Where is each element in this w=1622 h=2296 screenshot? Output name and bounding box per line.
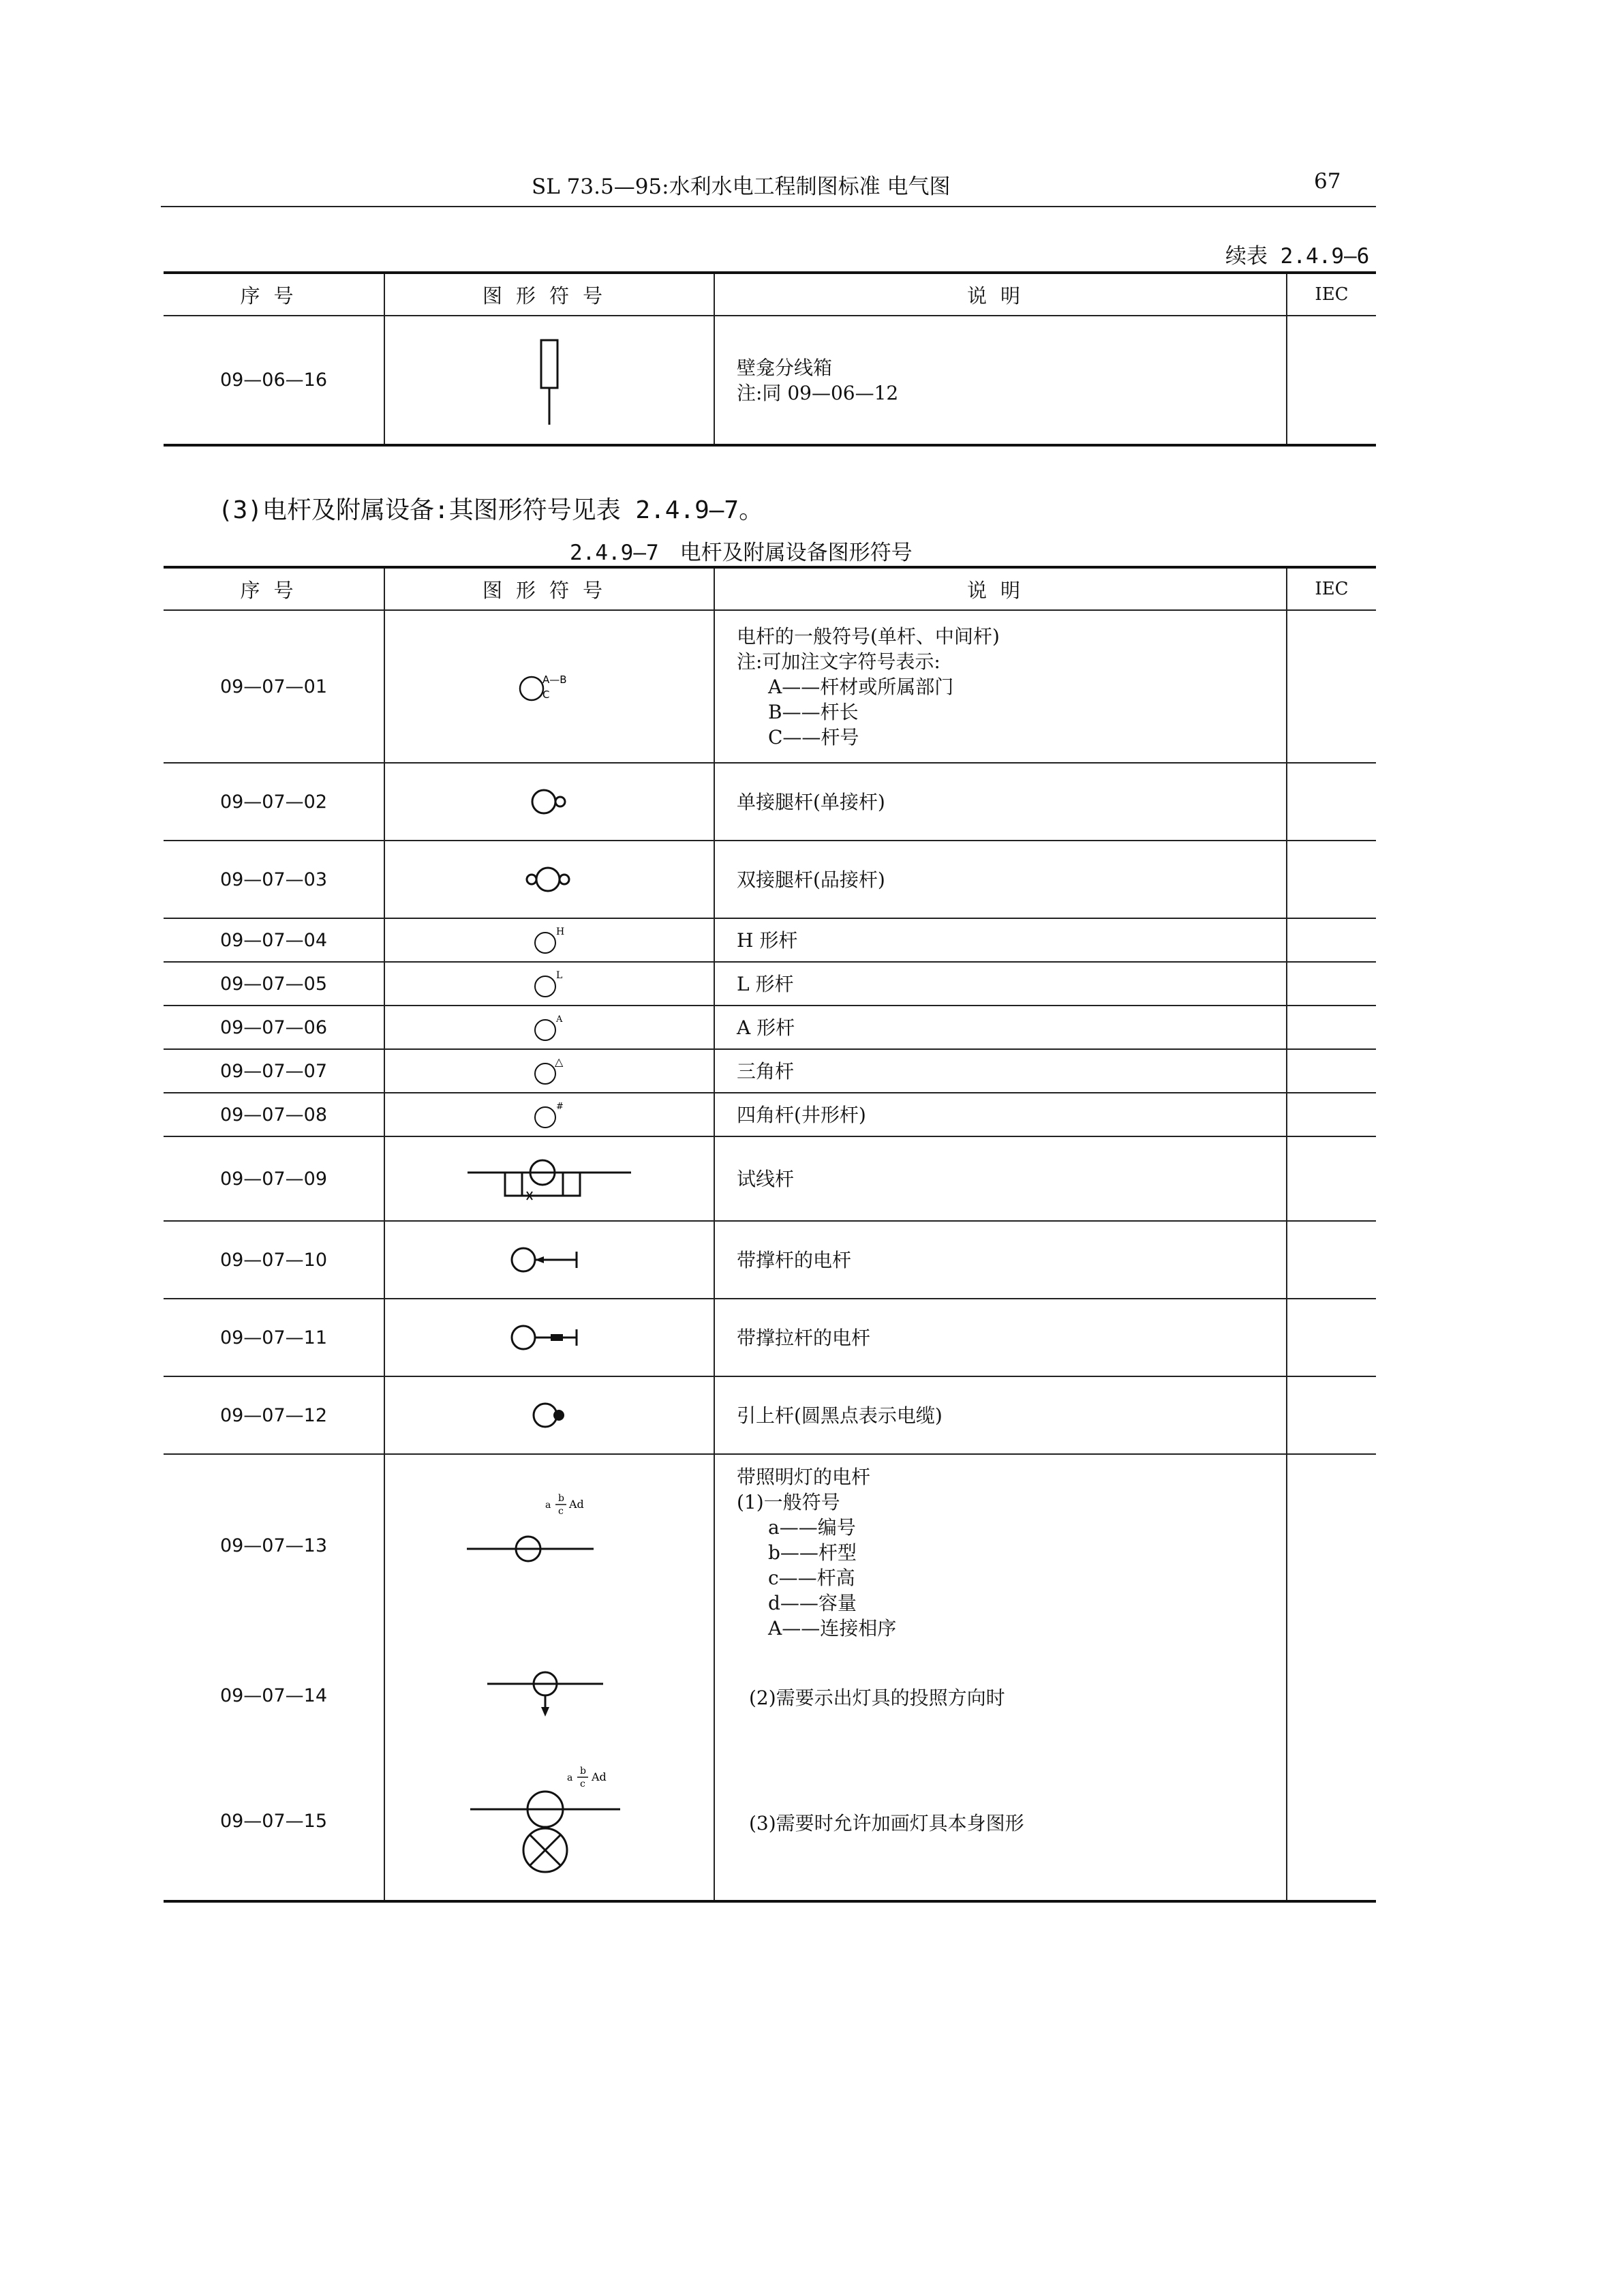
pole-label-ab: A—B xyxy=(542,674,567,686)
row-iec xyxy=(1287,1376,1376,1454)
table-row xyxy=(164,918,1376,962)
row-desc: 试线杆 xyxy=(714,1136,1287,1221)
header-rule xyxy=(161,206,1376,207)
row-iec xyxy=(1287,1136,1376,1221)
row-iec xyxy=(1287,763,1376,841)
svg-text:Ad: Ad xyxy=(592,1770,607,1783)
row-desc xyxy=(714,610,1287,763)
row-seq: 09—07—03 xyxy=(164,841,384,918)
col-header-iec: IEC xyxy=(1287,567,1376,610)
table-row xyxy=(164,1221,1376,1299)
table-row xyxy=(164,610,1376,763)
row-desc xyxy=(714,1454,1287,1901)
row-seq: 09—07—12 xyxy=(164,1376,384,1454)
wall-niche-box-icon xyxy=(529,329,570,432)
pole-light-direction-icon xyxy=(480,1659,617,1721)
row-seq: 09—07—06 xyxy=(164,1006,384,1049)
row-desc: 带撑拉杆的电杆 xyxy=(714,1299,1287,1376)
row-iec xyxy=(1287,918,1376,962)
row-desc: 引上杆(圆黑点表示电缆) xyxy=(714,1376,1287,1454)
table-row xyxy=(164,1136,1376,1221)
table-row xyxy=(164,962,1376,1006)
desc-line: 注:同 09—06—12 xyxy=(737,381,899,404)
svg-text:A: A xyxy=(556,1014,563,1025)
symbol-cell xyxy=(384,962,714,1006)
desc-line: 壁龛分线箱 xyxy=(737,356,833,379)
row-seq xyxy=(164,1454,384,1901)
row-desc: L 形杆 xyxy=(714,962,1287,1006)
seq-15: 09—07—15 xyxy=(219,1811,328,1832)
symbol-cell xyxy=(384,316,714,445)
table-pole-symbols xyxy=(164,566,1376,1903)
row-desc: 四角杆(井形杆) xyxy=(714,1093,1287,1136)
pole-label-c: C xyxy=(542,689,550,701)
row-seq: 09—07—08 xyxy=(164,1093,384,1136)
svg-text:a: a xyxy=(567,1772,573,1783)
test-line-pole-icon xyxy=(461,1148,638,1209)
row-iec xyxy=(1287,1299,1376,1376)
svg-text:H: H xyxy=(556,926,565,937)
row-seq: 09—07—05 xyxy=(164,962,384,1006)
svg-text:a: a xyxy=(545,1500,551,1511)
symbol-cell xyxy=(384,1136,714,1221)
row-seq: 09—06—16 xyxy=(164,316,384,445)
row-seq: 09—07—01 xyxy=(164,610,384,763)
row-iec xyxy=(1287,1093,1376,1136)
col-header-symbol: 图形符号 xyxy=(384,567,714,610)
symbol-cell xyxy=(384,1093,714,1136)
table-continued xyxy=(164,271,1376,447)
symbol-cell xyxy=(384,918,714,962)
table-row xyxy=(164,316,1376,445)
row-desc: H 形杆 xyxy=(714,918,1287,962)
row-iec xyxy=(1287,316,1376,445)
row-iec xyxy=(1287,1454,1376,1901)
table-row xyxy=(164,841,1376,918)
table-row xyxy=(164,1006,1376,1049)
row-desc: 双接腿杆(品接杆) xyxy=(714,841,1287,918)
a-pole-icon xyxy=(522,1010,577,1045)
table-row xyxy=(164,763,1376,841)
row-iec xyxy=(1287,841,1376,918)
desc-line: A——杆材或所属部门 xyxy=(768,675,954,698)
row-desc: 单接腿杆(单接杆) xyxy=(714,763,1287,841)
row-seq: 09—07—09 xyxy=(164,1136,384,1221)
row-seq: 09—07—10 xyxy=(164,1221,384,1299)
row-iec xyxy=(1287,610,1376,763)
symbol-cell xyxy=(384,1221,714,1299)
symbol-cell xyxy=(384,1376,714,1454)
pole-with-lamp-icon xyxy=(463,1766,641,1895)
col-header-desc: 说明 xyxy=(714,273,1287,316)
row-seq: 09—07—11 xyxy=(164,1299,384,1376)
col-header-iec: IEC xyxy=(1287,273,1376,316)
symbol-cell xyxy=(384,1006,714,1049)
triangle-pole-icon xyxy=(522,1053,577,1089)
table-row xyxy=(164,1454,1376,1901)
continued-label: 续表 2.4.9—6 xyxy=(1225,244,1370,269)
table-row xyxy=(164,1049,1376,1093)
desc-13: 带照明灯的电杆 (1)一般符号 a——编号 b——杆型 c——杆高 d——容量 A——连接相序 xyxy=(737,1466,897,1640)
double-leg-pole-icon xyxy=(508,859,590,900)
table-row xyxy=(164,1376,1376,1454)
single-leg-pole-icon xyxy=(515,781,583,822)
col-header-desc: 说明 xyxy=(714,567,1287,610)
symbol-cell xyxy=(384,1454,714,1901)
svg-text:b: b xyxy=(558,1493,564,1504)
row-iec xyxy=(1287,1006,1376,1049)
row-desc: 带撑杆的电杆 xyxy=(714,1221,1287,1299)
desc-line: B——杆长 xyxy=(768,700,859,723)
row-iec xyxy=(1287,1049,1376,1093)
pole-with-strut-icon xyxy=(495,1239,604,1280)
desc-line: 电杆的一般符号(单杆、中间杆) xyxy=(737,624,1000,648)
symbol-cell xyxy=(384,763,714,841)
svg-text:#: # xyxy=(556,1102,564,1112)
table-row xyxy=(164,1299,1376,1376)
symbol-cell xyxy=(384,610,714,763)
svg-text:b: b xyxy=(580,1766,586,1777)
row-iec xyxy=(1287,962,1376,1006)
desc-line: C——杆号 xyxy=(768,725,859,749)
svg-text:c: c xyxy=(580,1779,585,1789)
svg-text:c: c xyxy=(558,1506,564,1517)
symbol-cell xyxy=(384,1299,714,1376)
svg-text:Ad: Ad xyxy=(569,1498,584,1511)
page-number: 67 xyxy=(1314,169,1341,194)
lead-up-pole-icon xyxy=(515,1395,583,1436)
row-iec xyxy=(1287,1221,1376,1299)
row-desc xyxy=(714,316,1287,445)
seq-14: 09—07—14 xyxy=(219,1685,328,1706)
pole-with-strut-tie-icon xyxy=(495,1317,604,1358)
row-seq: 09—07—04 xyxy=(164,918,384,962)
section-text: (3)电杆及附属设备:其图形符号见表 2.4.9—7。 xyxy=(218,496,764,524)
pole-with-light-icon xyxy=(460,1482,637,1564)
h-pole-icon xyxy=(522,922,577,958)
row-desc: A 形杆 xyxy=(714,1006,1287,1049)
pole-general-icon xyxy=(508,663,590,710)
desc-14: (2)需要示出灯具的投照方向时 xyxy=(749,1687,1005,1709)
symbol-cell xyxy=(384,841,714,918)
desc-15: (3)需要时允许加画灯具本身图形 xyxy=(749,1812,1024,1834)
col-header-seq: 序号 xyxy=(164,567,384,610)
row-seq: 09—07—02 xyxy=(164,763,384,841)
svg-text:△: △ xyxy=(555,1055,564,1068)
table-row xyxy=(164,1093,1376,1136)
table-caption: 2.4.9—7 电杆及附属设备图形符号 xyxy=(570,541,913,565)
col-header-symbol: 图形符号 xyxy=(384,273,714,316)
l-pole-icon xyxy=(522,966,577,1001)
row-seq: 09—07—07 xyxy=(164,1049,384,1093)
svg-text:L: L xyxy=(556,970,563,981)
row-desc: 三角杆 xyxy=(714,1049,1287,1093)
header-title: SL 73.5—95:水利水电工程制图标准 电气图 xyxy=(532,175,951,199)
symbol-cell xyxy=(384,1049,714,1093)
seq-13: 09—07—13 xyxy=(219,1535,328,1556)
col-header-seq: 序号 xyxy=(164,273,384,316)
desc-line: 注:可加注文字符号表示: xyxy=(737,650,940,673)
square-pole-icon xyxy=(522,1097,577,1132)
